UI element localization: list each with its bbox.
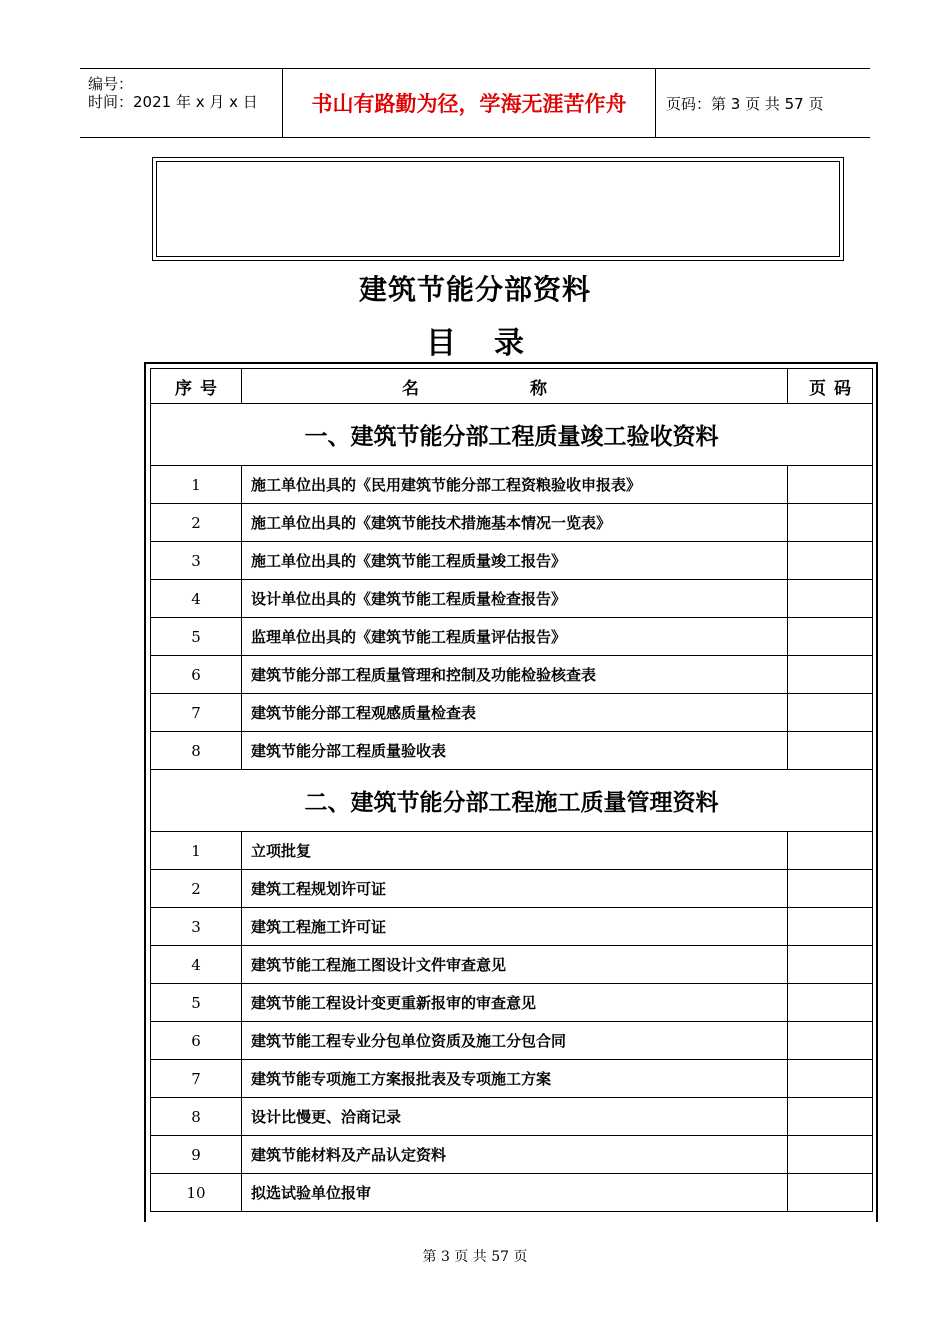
table-row [151,694,873,732]
item-name: 建筑工程施工许可证 [242,908,788,946]
table-row [151,946,873,984]
number-label: 编号： [88,75,134,93]
header-meta [80,69,282,137]
contents-heading [0,318,950,362]
header-no [151,369,242,404]
table-row [151,908,873,946]
item-name: 设计单位出具的《建筑节能工程质量检查报告》 [242,580,788,618]
item-page [788,694,873,732]
item-page [788,908,873,946]
header-page [788,369,873,404]
section-row [151,404,873,466]
item-number: 6 [151,656,242,694]
item-number: 4 [151,946,242,984]
item-number: 10 [151,1174,242,1212]
item-page [788,580,873,618]
table-row [151,1022,873,1060]
table-row [151,1060,873,1098]
table-row [151,832,873,870]
item-name: 施工单位出具的《建筑节能技术措施基本情况一览表》 [242,504,788,542]
item-page [788,832,873,870]
header-no-char1: 序 [175,378,192,399]
table-row [151,1098,873,1136]
item-name: 建筑节能分部工程观感质量检查表 [242,694,788,732]
header-name-char2: 称 [530,378,547,399]
item-page [788,946,873,984]
header-page-char1: 页 [809,378,826,399]
item-name: 建筑节能工程施工图设计文件审查意见 [242,946,788,984]
item-name: 建筑工程规划许可证 [242,870,788,908]
item-name: 监理单位出具的《建筑节能工程质量评估报告》 [242,618,788,656]
item-name: 建筑节能工程专业分包单位资质及施工分包合同 [242,1022,788,1060]
item-page [788,504,873,542]
item-page [788,466,873,504]
contents-heading-part2: 录 [494,326,524,361]
item-number: 8 [151,1098,242,1136]
item-number: 7 [151,1060,242,1098]
header-page-info: 页码：第 3 页 共 57 页 [666,94,824,113]
empty-frame-box [152,157,844,261]
item-number: 5 [151,618,242,656]
header-motto: 书山有路勤为径，学海无涯苦作舟 [282,69,656,137]
contents-table [150,368,873,1212]
table-row [151,618,873,656]
item-name: 设计比慢更、洽商记录 [242,1098,788,1136]
table-row [151,984,873,1022]
section-title: 一、建筑节能分部工程质量竣工验收资料 [151,404,873,466]
table-row [151,1136,873,1174]
item-name: 建筑节能分部工程质量管理和控制及功能检验核查表 [242,656,788,694]
item-name: 建筑节能材料及产品认定资料 [242,1136,788,1174]
table-row [151,466,873,504]
table-row [151,542,873,580]
item-number: 4 [151,580,242,618]
header-no-char2: 号 [200,378,217,399]
table-row [151,1174,873,1212]
page-header [80,68,870,138]
table-row [151,732,873,770]
table-row [151,580,873,618]
item-page [788,1060,873,1098]
item-number: 3 [151,542,242,580]
item-number: 5 [151,984,242,1022]
header-page-char2: 码 [834,378,851,399]
header-name-char1: 名 [402,378,419,399]
section-title: 二、建筑节能分部工程施工质量管理资料 [151,770,873,832]
item-name: 施工单位出具的《建筑节能工程质量竣工报告》 [242,542,788,580]
item-page [788,656,873,694]
item-name: 立项批复 [242,832,788,870]
table-row [151,656,873,694]
item-number: 3 [151,908,242,946]
item-page [788,870,873,908]
contents-heading-part1: 目 [426,326,456,361]
item-number: 6 [151,1022,242,1060]
item-number: 1 [151,832,242,870]
item-name: 施工单位出具的《民用建筑节能分部工程资粮验收申报表》 [242,466,788,504]
document-title: 建筑节能分部资料 [358,273,591,306]
item-number: 7 [151,694,242,732]
table-row [151,504,873,542]
item-page [788,984,873,1022]
item-page [788,1022,873,1060]
table-body [151,404,873,1212]
item-page [788,732,873,770]
item-page [788,1136,873,1174]
item-number: 8 [151,732,242,770]
item-page [788,618,873,656]
item-number: 2 [151,870,242,908]
item-page [788,542,873,580]
section-row [151,770,873,832]
item-name: 建筑节能分部工程质量验收表 [242,732,788,770]
empty-frame-inner [156,161,840,257]
item-number: 9 [151,1136,242,1174]
item-name: 建筑节能专项施工方案报批表及专项施工方案 [242,1060,788,1098]
item-name: 拟选试验单位报审 [242,1174,788,1212]
item-number: 1 [151,466,242,504]
item-page [788,1174,873,1212]
header-name [242,369,788,404]
table-header-row [151,369,873,404]
table-row [151,870,873,908]
page-footer: 第 3 页 共 57 页 [422,1249,528,1265]
time-label: 时间：2021 年 x 月 x 日 [88,93,258,111]
item-name: 建筑节能工程设计变更重新报审的审查意见 [242,984,788,1022]
item-number: 2 [151,504,242,542]
item-page [788,1098,873,1136]
